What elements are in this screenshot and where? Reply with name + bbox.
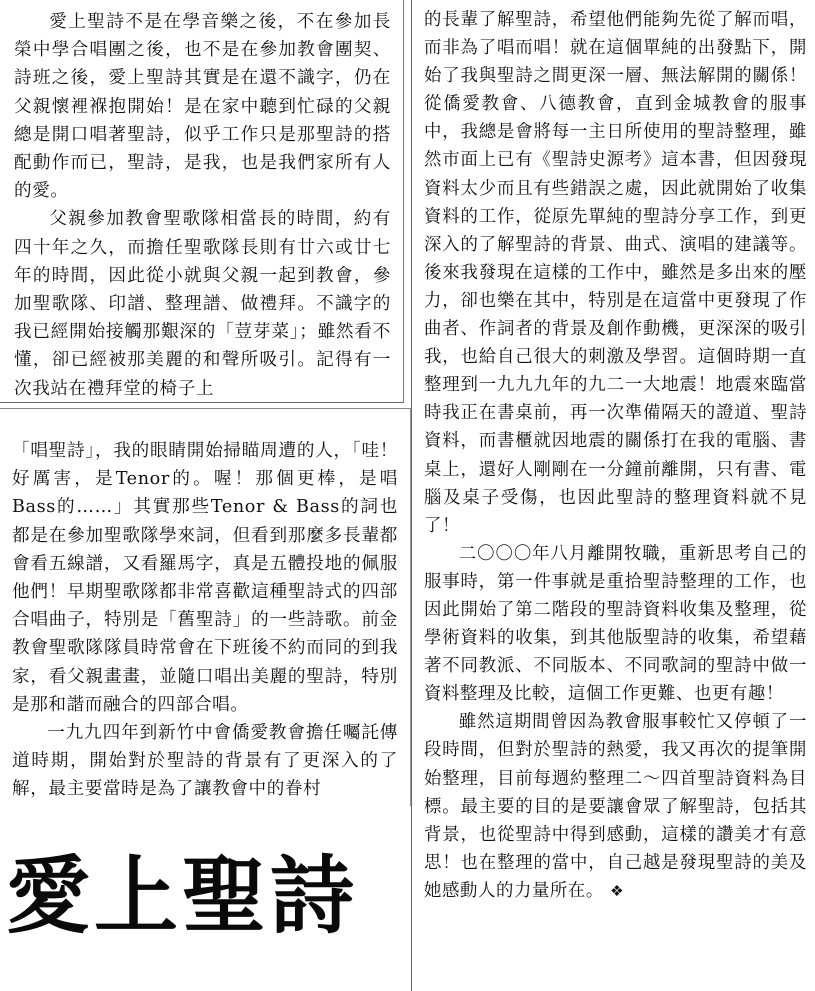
paragraph: 一九九四年到新竹中會僑愛教會擔任囑託傳道時期，開始對於聖詩的背景有了更深入的了解，最主要當時是為了讓教會中的眷村 [12, 723, 398, 800]
paragraph [424, 708, 807, 905]
clipping-column-2 [0, 408, 411, 806]
article-title: 愛上聖詩 [6, 846, 359, 945]
paragraph: 「唱聖詩」，我的眼睛開始掃瞄周遭的人，「哇！好厲害，是Tenor的。喔！那個更棒，是唱Bass的……」其實那些Tenor & Bass的詞也都是在參加聖歌隊學來詞，但看到那麼多長輩都會看五線譜，又看羅馬字，真是五體投地的佩服他們！早期聖歌隊都非常喜歡這種聖詩式的四部合唱曲子，特別是「舊聖詩」的一些詩歌。前金教會聖歌隊隊員時常會在下班後不約而同的到我家，看父親畫畫，並隨口唱出美麗的聖詩，特別是那和諧而融合的四部合唱。 [12, 441, 398, 715]
clipping-column-3 [411, 0, 815, 991]
paragraph: 愛上聖詩不是在學音樂之後，不在參加長榮中學合唱團之後，也不是在參加教會團契、詩班之後，愛上聖詩其實是在還不識字，仍在父親懷裡褓抱開始！是在家中聽到忙碌的父親總是開口唱著聖詩，似乎工作只是那聖詩的搭配動作而已，聖詩，是我，也是我們家所有人的愛。 [14, 12, 391, 202]
article-title-area [0, 826, 411, 991]
paragraph: 父親參加教會聖歌隊相當長的時間，約有四十年之久，而擔任聖歌隊長則有廿六或廿七年的時間，因此從小就與父親一起到教會，參加聖歌隊、印譜、整理譜、做禮拜。不識字的我已經開始接觸那艱深的「荳芽菜」；雖然看不懂，卻已經被那美麗的和聲所吸引。記得有一次我站在禮拜堂的椅子上 [14, 209, 391, 399]
clipping-column-1 [0, 0, 404, 403]
paragraph: 的長輩了解聖詩，希望他們能夠先從了解而唱，而非為了唱而唱！就在這個單純的出發點下，開始了我與聖詩之間更深一層、無法解開的關係！從僑愛教會、八德教會，直到金城教會的服事中，我總是會將每一主日所使用的聖詩整理，雖然市面上已有《聖詩史源考》這本書，但因發現資料太少而且有些錯誤之處，因此就開始了收集資料的工作，從原先單純的聖詩分享工作，到更深入的了解聖詩的背景、曲式、演唱的建議等。後來我發現在這樣的工作中，雖然是多出來的壓力，卻也樂在其中，特別是在這當中更發現了作曲者、作詞者的背景及創作動機，更深深的吸引我，也給自己很大的刺激及學習。這個時期一直整理到一九九九年的九二一大地震！地震來臨當時我正在書桌前，再一次準備隔天的證道、聖詩資料，而書櫃就因地震的關係打在我的電腦、書桌上，還好人剛剛在一分鐘前離開，只有書、電腦及桌子受傷，也因此聖詩的整理資料就不見了！ [424, 10, 807, 536]
end-mark: ❖ [610, 881, 625, 900]
paragraph: 二〇〇〇年八月離開牧職，重新思考自己的服事時，第一件事就是重拾聖詩整理的工作，也因此開始了第二階段的聖詩資料收集及整理，從學術資料的收集，到其他版聖詩的收集，希望藉著不同教派、不同版本、不同歌詞的聖詩中做一資料整理及比較，這個工作更難、也更有趣！ [424, 543, 807, 705]
paragraph-text: 雖然這期間曾因為教會服事較忙又停頓了一段時間，但對於聖詩的熱愛，我又再次的提筆開始整理，目前每週約整理二～四首聖詩資料為目標。最主要的目的是要讓會眾了解聖詩，包括其背景，也從聖詩中得到感動，這樣的讚美才有意思！也在整理的當中，自己越是發現聖詩的美及她感動人的力量所在。 [424, 712, 807, 901]
